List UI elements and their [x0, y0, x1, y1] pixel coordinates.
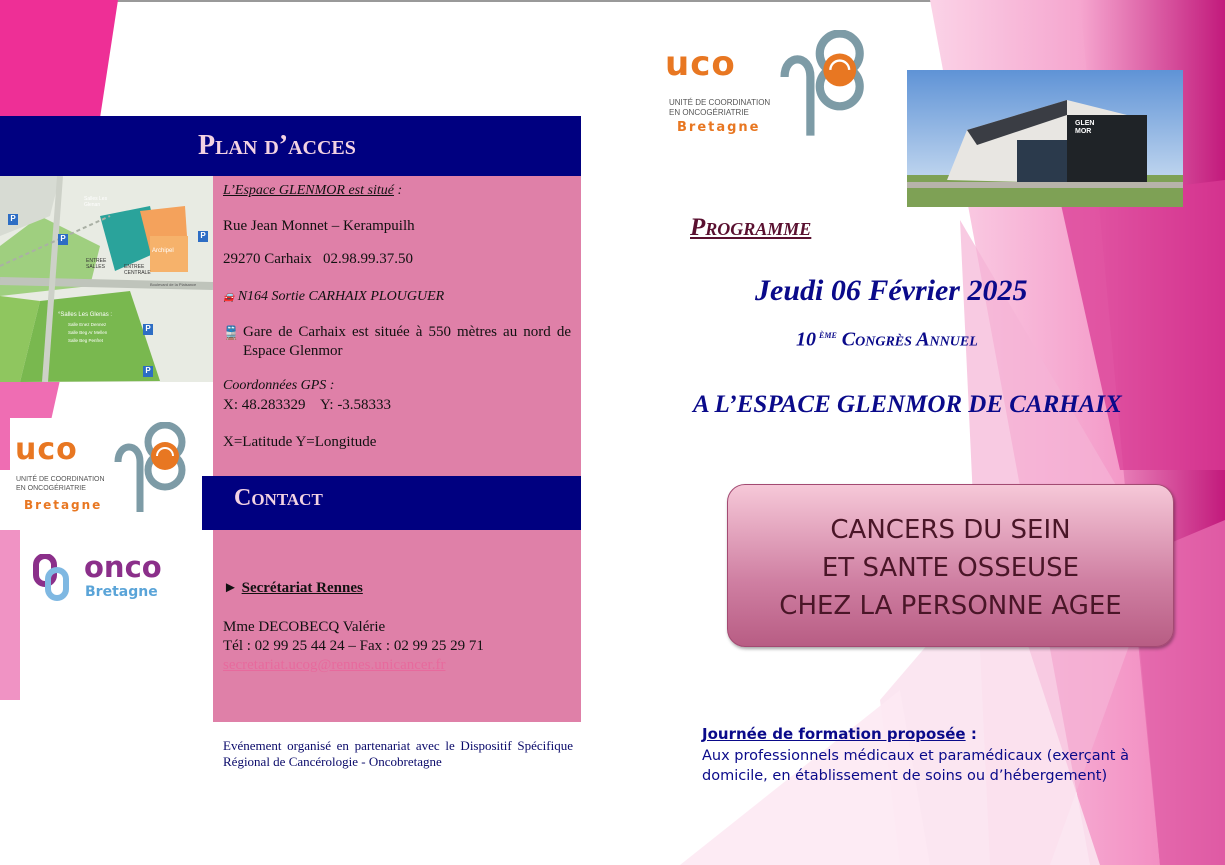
contact-header [202, 476, 581, 530]
ucog-region: Bretagne [24, 498, 103, 512]
plan-acces-title: Plan d’acces [198, 130, 356, 161]
car-icon: 🚘 [223, 292, 235, 302]
ucog-logo-word: uco [15, 432, 78, 467]
map-parking-1: P [8, 214, 18, 225]
secretariat-label: Secrétariat Rennes [241, 580, 363, 596]
glenmor-building-photo [907, 70, 1183, 207]
ucog-logo-small [10, 418, 202, 516]
onco-emblem [32, 554, 74, 602]
map-label-boulevard: Boulevard de la Plaisance [150, 282, 197, 287]
map-label-salles-glenas: °Salles Les Glenas : [58, 312, 113, 318]
training-colon: : [965, 725, 977, 743]
map-parking-2: P [58, 234, 68, 245]
map-label-salles-glenan: Salles Les Glenan [84, 196, 108, 208]
contact-name: Mme DECOBECQ Valérie [223, 619, 386, 635]
map-label-entree-centrale: ENTREE CENTRALE [124, 264, 151, 276]
ucog-region-large: Bretagne [677, 120, 761, 135]
theme-line3: CHEZ LA PERSONNE AGEE [779, 591, 1122, 621]
edition-text: Congrès Annuel [841, 328, 978, 351]
ucog-logo-large [663, 30, 883, 140]
ucog-emblem-large [773, 30, 883, 138]
onco-region: Bretagne [85, 584, 158, 600]
plan-acces-header [0, 116, 581, 176]
gps-label: Coordonnées GPS : [223, 378, 335, 393]
map-label-archipel: Archipel [152, 248, 174, 254]
partner-note: Evénement organisé en partenariat avec le Dispositif Spécifique Régional de Cancérologie - Oncobretagne [223, 738, 573, 769]
contact-email-link[interactable]: secretariat.ucog@rennes.unicancer.fr [223, 657, 446, 673]
theme-box [727, 484, 1174, 647]
venue-line: A L’ESPACE GLENMOR DE CARHAIX [693, 391, 1122, 418]
address-city: 29270 Carhaix 02.98.99.37.50 [223, 251, 413, 267]
train-text: Gare de Carhaix est située à 550 mètres au nord de Espace Glenmor [243, 324, 571, 359]
ucog-line2-large: EN ONCOGÉRIATRIE [669, 108, 749, 117]
training-label: Journée de formation proposée [702, 725, 966, 743]
theme-line1: CANCERS DU SEIN [830, 515, 1071, 545]
contact-phone: Tél : 02 99 25 44 24 – Fax : 02 99 25 29 71 [223, 638, 484, 654]
train-icon: 🚆 [223, 325, 240, 340]
secretariat-line [223, 580, 363, 597]
edition-suffix: ème [819, 327, 837, 341]
map-parking-4: P [143, 324, 153, 335]
building-illustration [907, 70, 1183, 207]
training-label-line [702, 725, 977, 743]
train-line [223, 323, 571, 361]
training-text: Aux professionnels médicaux et paramédicaux (exerçant à domicile, en établissement de soins ou d’hébergement) [702, 748, 1129, 784]
gps-values: X: 48.283329 Y: -3.58333 [223, 397, 392, 413]
ucog-line2: EN ONCOGÉRIATRIE [16, 485, 86, 492]
ucog-logo-word-large: uco [665, 44, 736, 84]
access-map [0, 176, 213, 382]
address-street: Rue Jean Monnet – Kerampuilh [223, 218, 415, 234]
contact-title: Contact [234, 485, 323, 511]
map-label-salle1: Salle Enez Dennez [68, 322, 107, 327]
gps-legend: X=Latitude Y=Longitude [223, 434, 377, 450]
building-sign: GLEN MOR [1075, 120, 1095, 135]
ucog-line1-large: UNITÉ DE COORDINATION [669, 98, 771, 107]
situated-line [223, 183, 402, 199]
situated-colon: : [393, 183, 403, 198]
road-text: N164 Sortie CARHAIX PLOUGUER [237, 289, 445, 304]
map-parking-5: P [143, 366, 153, 377]
map-label-salle3: Salle Beg Penfret [68, 338, 104, 343]
situated-label: L’Espace GLENMOR est situé [223, 183, 394, 198]
road-line [223, 289, 444, 305]
ucog-line1: UNITÉ DE COORDINATION [16, 476, 105, 483]
map-parking-3: P [198, 231, 208, 242]
edition-line [796, 327, 978, 352]
event-date: Jeudi 06 Février 2025 [755, 274, 1028, 307]
programme-label: Programme [690, 214, 812, 241]
theme-line2: ET SANTE OSSEUSE [821, 553, 1080, 583]
onco-word: onco [84, 550, 162, 584]
ucog-emblem [110, 422, 200, 514]
map-label-entree-salles: ENTREE SALLES [86, 258, 107, 270]
edition-number: 10 [796, 328, 816, 351]
onco-bretagne-logo [32, 552, 182, 606]
map-label-salle2: Salle Beg Ar Mellen [68, 330, 108, 335]
arrow-icon: ► [223, 580, 238, 596]
